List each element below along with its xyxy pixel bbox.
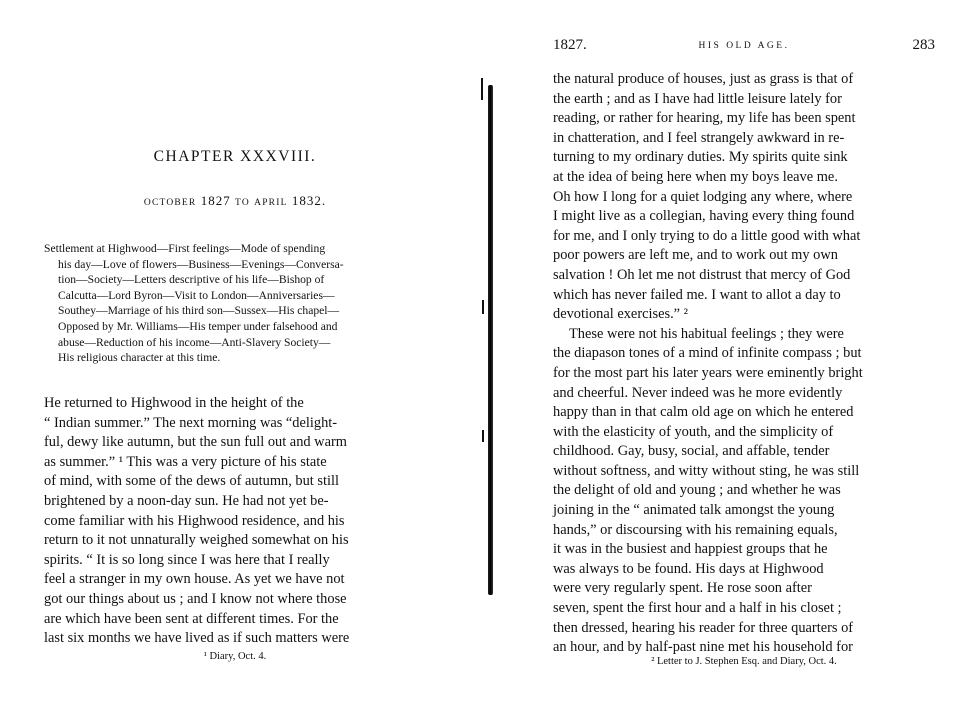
text-line: happy than in that calm old age on which he entered <box>553 404 854 421</box>
text-line: I might live as a collegian, having every thing found <box>553 208 855 225</box>
running-head-year: 1827. <box>553 37 587 53</box>
left-page <box>0 0 480 705</box>
text-line: return to it not unnaturally weighed somewhat on his <box>44 532 349 549</box>
right-body-text <box>553 70 935 658</box>
text-line: then dressed, hearing his reader for three quarters of <box>553 619 854 636</box>
text-line: These were not his habitual feelings ; they were <box>569 325 844 342</box>
text-line: of mind, with some of the dews of autumn, but still <box>44 473 339 490</box>
text-line: the earth ; and as I have had little leisure lately for <box>553 90 842 107</box>
spine-mark <box>482 300 484 314</box>
text-line: brightened by a noon-day sun. He had not yet be- <box>44 492 329 509</box>
synopsis-line: Settlement at Highwood—First feelings—Mode of spending <box>44 242 326 255</box>
date-start-month: OCTOBER <box>143 198 197 208</box>
text-line: were very regularly spent. He rose soon after <box>553 580 812 597</box>
text-line: feel a stranger in my own house. As yet we have not <box>44 571 345 588</box>
text-line: come familiar with his Highwood residence, and his <box>44 512 345 529</box>
text-line: which has never failed me. I want to allot a day to <box>553 286 841 303</box>
synopsis-line: tion—Society—Letters descriptive of his life—Bishop of <box>58 273 325 287</box>
text-line: was always to be found. His days at Highwood <box>553 560 824 577</box>
date-end-month: APRIL <box>254 198 288 208</box>
text-line: He returned to Highwood in the height of the <box>44 395 304 411</box>
date-end-year: 1832. <box>291 193 327 208</box>
running-head-title: HIS OLD AGE. <box>698 41 790 51</box>
text-line: salvation ! Oh let me not distrust that mercy of God <box>553 266 851 283</box>
right-footnote: ² Letter to J. Stephen Esq. and Diary, Oct. 4. <box>651 656 837 667</box>
text-line: joining in the “ animated talk amongst the young <box>553 502 835 519</box>
text-line: it was in the busiest and happiest groups that he <box>553 541 828 558</box>
text-line: the natural produce of houses, just as grass is that of <box>553 71 854 87</box>
text-line: childhood. Gay, busy, social, and affable, tender <box>553 443 830 460</box>
text-line: in chatteration, and I feel strangely awkward in re- <box>553 129 845 146</box>
right-page <box>500 0 980 705</box>
book-spine-shadow <box>488 85 493 595</box>
text-line: the delight of old and young ; and whether he was <box>553 482 841 499</box>
left-body-text <box>44 394 426 649</box>
text-line: at the idea of being here when my boys leave me. <box>553 168 838 185</box>
chapter-title: CHAPTER XXXVIII. <box>153 148 317 165</box>
synopsis-line: abuse—Reduction of his income—Anti-Slavery Society— <box>58 335 331 349</box>
synopsis-line: Calcutta—Lord Byron—Visit to London—Anniversaries— <box>58 288 335 302</box>
synopsis-line: his day—Love of flowers—Business—Evenings—Conversa- <box>58 257 344 271</box>
text-line: without softness, and witty without sting, he was still <box>553 462 860 479</box>
text-line: poor powers are left me, and to work out my own <box>553 247 838 264</box>
text-line: for me, and I only trying to do a little good with what <box>553 227 861 244</box>
text-line: Oh how I long for a quiet lodging any where, where <box>553 188 853 205</box>
text-line: hands,” or discoursing with his remaining equals, <box>553 521 838 538</box>
text-line: ful, dewy like autumn, but the sun full out and warm <box>44 434 347 451</box>
text-line: reading, or rather for hearing, my life has been spent <box>553 110 856 127</box>
spine-mark <box>482 430 484 442</box>
spine-mark <box>481 78 483 100</box>
page-number: 283 <box>912 37 935 53</box>
synopsis-line: Southey—Marriage of his third son—Sussex—His chapel— <box>58 304 340 318</box>
left-footnote: ¹ Diary, Oct. 4. <box>203 651 267 662</box>
synopsis-line: His religious character at this time. <box>58 351 221 365</box>
text-line: with the elasticity of youth, and the simplicity of <box>553 423 834 440</box>
text-line: devotional exercises.” ² <box>553 306 688 323</box>
text-line: seven, spent the first hour and a half in his closet ; <box>553 600 842 617</box>
text-line: got our things about us ; and I know not where those <box>44 590 347 607</box>
date-to: TO <box>234 198 250 208</box>
text-line: spirits. “ It is so long since I was here that I really <box>44 551 330 568</box>
text-line: “ Indian summer.” The next morning was “delight- <box>44 414 338 431</box>
text-line: as summer.” ¹ This was a very picture of his state <box>44 453 327 470</box>
chapter-dates <box>44 193 426 209</box>
chapter-synopsis <box>44 241 426 366</box>
text-line: an hour, and by half-past nine met his household for <box>553 639 853 656</box>
running-head <box>553 37 935 57</box>
text-line: turning to my ordinary duties. My spirits quite sink <box>553 149 848 166</box>
text-line: last six months we have lived as if such matters were <box>44 630 350 647</box>
text-line: the diapason tones of a mind of infinite compass ; but <box>553 345 862 362</box>
text-line: are which have been sent at different times. For the <box>44 610 339 627</box>
date-start-year: 1827 <box>200 193 231 208</box>
text-line: for the most part his later years were eminently bright <box>553 364 863 381</box>
synopsis-line: Opposed by Mr. Williams—His temper under falsehood and <box>58 319 338 333</box>
text-line: and cheerful. Never indeed was he more evidently <box>553 384 843 401</box>
